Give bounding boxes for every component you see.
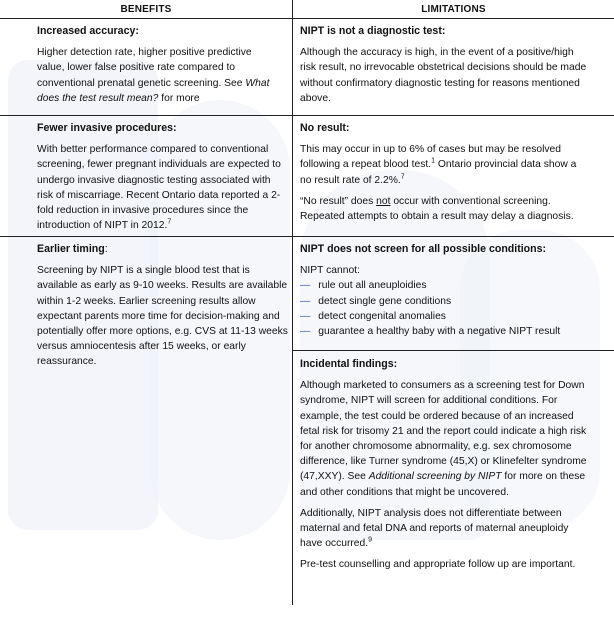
cell-paragraph: NIPT cannot: bbox=[300, 265, 360, 277]
cell-heading: Incidental findings: bbox=[300, 358, 398, 370]
limitations-header: LIMITATIONS bbox=[421, 4, 486, 15]
cell-heading: Increased accuracy: bbox=[37, 25, 139, 37]
cell-paragraph: With better performance compared to conventional screening, fewer pregnant individuals are expected to undergo invasive diagnostic testing associated with risk of miscarriage. Recent Ontario data reported a 2-fold reduction in invasive procedures since the introduction of NIPT in 2012.$^7$ bbox=[37, 144, 281, 232]
dash-bullet-icon: — bbox=[300, 295, 311, 307]
limitation-no-result bbox=[300, 121, 582, 230]
conditions-list bbox=[300, 278, 590, 339]
cell-paragraph: Higher detection rate, higher positive predictive value, lower false positive rate compared to conventional prenatal genetic screening. See What does the test result mean? for more bbox=[37, 47, 270, 104]
cell-heading: NIPT does not screen for all possible conditions: bbox=[300, 243, 547, 255]
limitation-not-all-conditions bbox=[300, 242, 590, 339]
cell-heading: Fewer invasive procedures: bbox=[37, 122, 177, 134]
cell-paragraph: Although the accuracy is high, in the event of a positive/high risk result, no irrevocable obstetrical decisions should be made without confirmatory diagnostic testing for reasons mentioned above. bbox=[300, 47, 587, 104]
cell-paragraph: This may occur in up to 6% of cases but may be resolved following a repeat blood test.$^1$ Ontario provincial data show a no result rate of 2.2%.$^7$ bbox=[300, 144, 577, 186]
row-divider bbox=[0, 115, 614, 116]
list-item: — rule out all aneuploidies bbox=[300, 278, 590, 293]
list-item: — detect congenital anomalies bbox=[300, 309, 590, 324]
benefit-increased-accuracy bbox=[37, 24, 277, 112]
row-divider bbox=[292, 350, 614, 351]
cell-paragraph: Additionally, NIPT analysis does not differentiate between maternal and fetal DNA and reports of maternal aneuploidy have occurred.$^9$ bbox=[300, 507, 569, 550]
cell-paragraph: Although marketed to consumers as a screening test for Down syndrome, NIPT will screen for additional conditions. For example, the test could be ordered because of an increased fetal risk for trisomy 21 and the report could indicate a high risk for another chromosome abnormality, e.g. sex chromosome difference, like Turner syndrome (45,X) or Klinefelter syndrome (47,XXY). See Additional screening by NIPT for more on these and other conditions that might be uncovered. bbox=[300, 380, 587, 498]
cell-heading: Earlier timing: bbox=[37, 243, 108, 255]
limitation-not-diagnostic bbox=[300, 24, 592, 112]
row-divider bbox=[0, 18, 614, 19]
cell-paragraph: Pre-test counselling and appropriate follow up are important. bbox=[300, 559, 576, 571]
limitation-incidental-findings bbox=[300, 357, 592, 579]
dash-bullet-icon: — bbox=[300, 310, 311, 322]
dash-bullet-icon: — bbox=[300, 326, 311, 338]
list-item: — detect single gene conditions bbox=[300, 294, 590, 309]
column-divider bbox=[292, 0, 293, 605]
cell-heading: No result: bbox=[300, 122, 350, 134]
cell-heading: NIPT is not a diagnostic test: bbox=[300, 25, 446, 37]
list-item: — guarantee a healthy baby with a negative NIPT result bbox=[300, 324, 590, 339]
dash-bullet-icon: — bbox=[300, 280, 311, 292]
cell-paragraph: “No result” does not occur with conventional screening. Repeated attempts to obtain a result may delay a diagnosis. bbox=[300, 195, 574, 223]
benefit-earlier-timing bbox=[37, 242, 289, 376]
benefit-fewer-invasive bbox=[37, 121, 289, 239]
cell-paragraph: Screening by NIPT is a single blood test that is available as early as 9-10 weeks. Results are available within 1-2 weeks. Earlier screening results allow expectant parents more time for decision-making and potentially offer more options, e.g. CVS at 11-13 weeks versus amniocentesis after 15 weeks, or early reassurance. bbox=[37, 265, 288, 368]
benefits-header: BENEFITS bbox=[120, 4, 172, 15]
